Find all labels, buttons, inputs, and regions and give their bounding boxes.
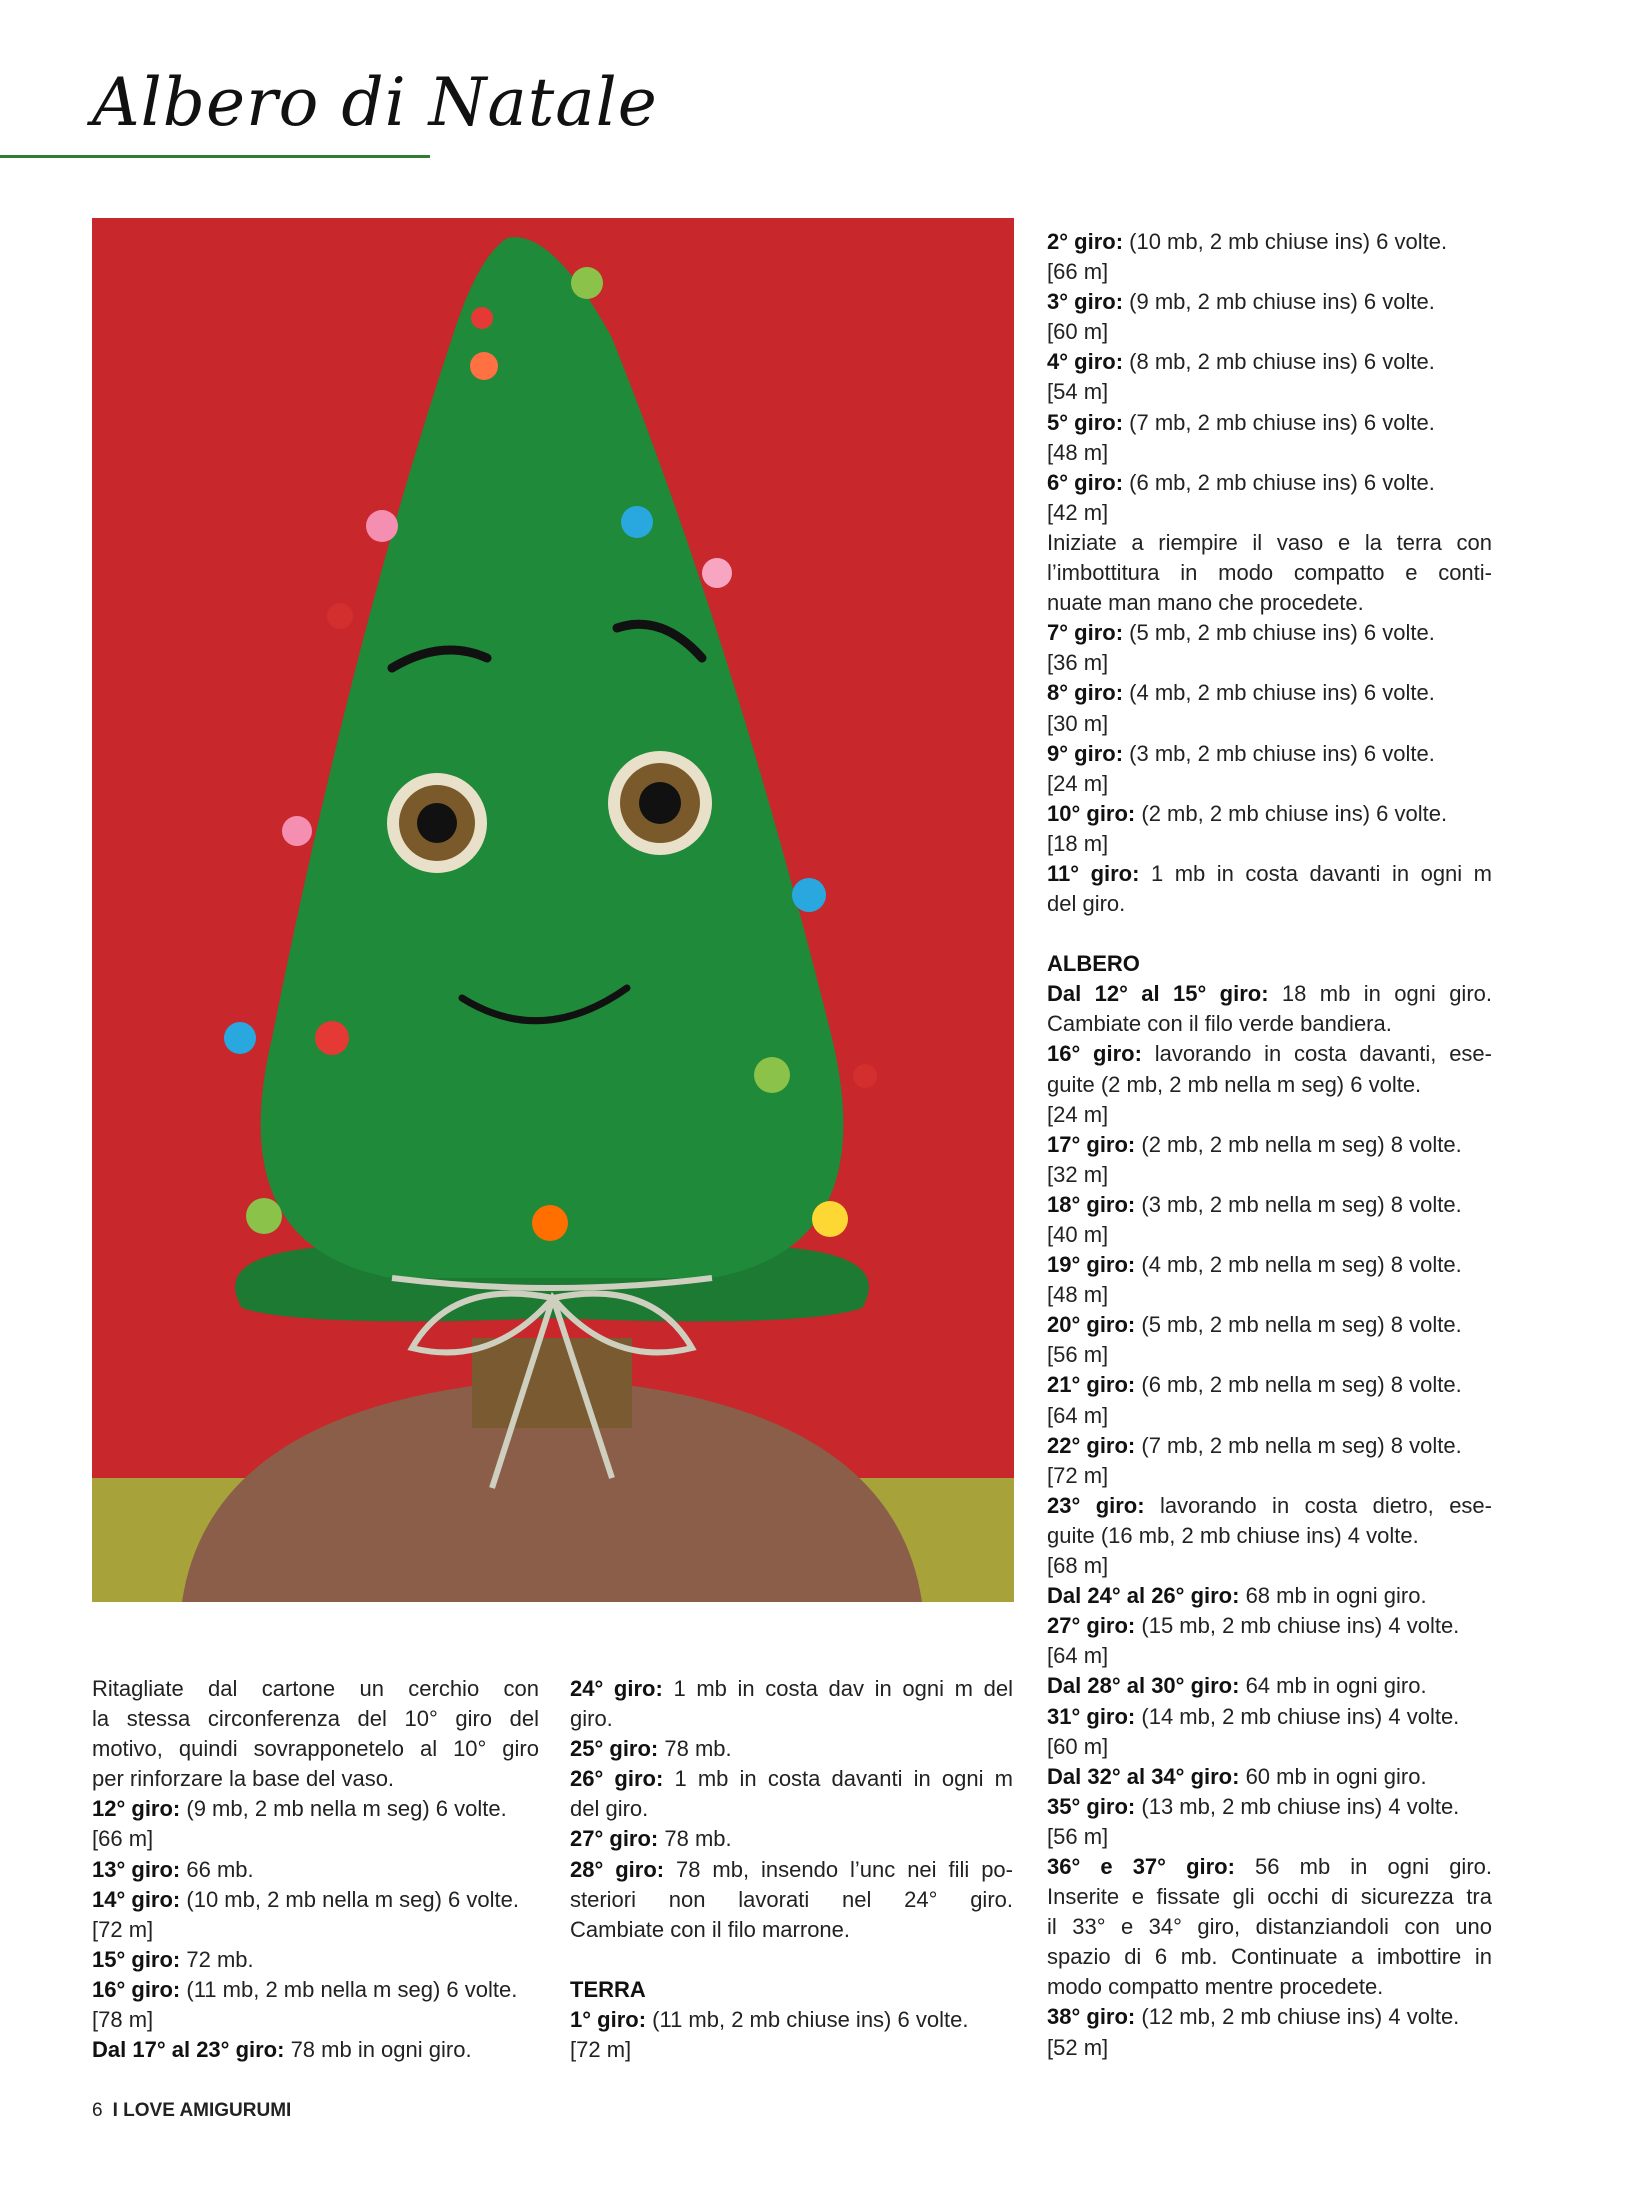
round-label: 4° giro:	[1047, 349, 1124, 375]
pattern-line	[1047, 1250, 1492, 1280]
round-label: 11° giro:	[1047, 860, 1140, 886]
pattern-line	[92, 2035, 539, 2065]
right-eye-pupil	[639, 782, 681, 824]
instruction-text: [32 m]	[1047, 1161, 1109, 1187]
round-label: 31° giro:	[1047, 1703, 1136, 1729]
instruction-text: la stessa circonferenza del 10° giro del	[92, 1706, 539, 1732]
instruction-text: guite (16 mb, 2 mb chiuse ins) 4 volte.	[1047, 1522, 1419, 1548]
instruction-text: (2 mb, 2 mb nella m seg) 8 volte.	[1135, 1131, 1462, 1157]
trunk	[472, 1338, 632, 1428]
pattern-line	[1047, 1852, 1492, 1882]
round-label: 1° giro:	[570, 2006, 647, 2032]
pattern-line	[1047, 468, 1492, 498]
pattern-line	[570, 1734, 1013, 1764]
instruction-text: 56 mb in ogni giro.	[1234, 1853, 1492, 1879]
round-label: 12° giro:	[92, 1796, 181, 1822]
pattern-line	[1047, 1100, 1492, 1130]
instruction-text: per rinforzare la base del vaso.	[92, 1766, 395, 1792]
round-label: 23° giro:	[1047, 1492, 1145, 1518]
round-label: 27° giro:	[1047, 1613, 1136, 1639]
round-label: 9° giro:	[1047, 740, 1124, 766]
instruction-text: [56 m]	[1047, 1342, 1109, 1368]
pattern-line	[1047, 1220, 1492, 1250]
pattern-line	[1047, 438, 1492, 468]
pattern-line	[1047, 588, 1492, 618]
pattern-line	[1047, 1431, 1492, 1461]
instruction-text: del giro.	[570, 1796, 649, 1822]
round-label: 26° giro:	[570, 1766, 664, 1792]
instruction-text: motivo, quindi sovrapponetelo al 10° giro	[92, 1736, 539, 1762]
instruction-text: modo compatto mentre procedete.	[1047, 1974, 1384, 2000]
section-heading: ALBERO	[1047, 951, 1140, 977]
instruction-text: 78 mb.	[658, 1826, 732, 1852]
bead	[853, 1064, 877, 1088]
pattern-line	[1047, 859, 1492, 889]
pattern-line	[1047, 317, 1492, 347]
pattern-line	[92, 1794, 539, 1824]
pattern-line	[1047, 1310, 1492, 1340]
instruction-text: 1 mb in costa davanti in ogni m	[663, 1766, 1013, 1792]
pattern-line	[570, 1885, 1013, 1915]
instruction-text: Ritagliate dal cartone un cerchio con	[92, 1676, 539, 1701]
pattern-line	[1047, 1942, 1492, 1972]
text-column-right	[1047, 227, 1492, 2063]
photo-amigurumi-tree	[92, 218, 1014, 1602]
round-label: 22° giro:	[1047, 1432, 1136, 1458]
instruction-text: [30 m]	[1047, 710, 1109, 736]
bead	[470, 352, 498, 380]
round-label: Dal 28° al 30° giro:	[1047, 1673, 1240, 1699]
instruction-text: [68 m]	[1047, 1553, 1109, 1579]
pattern-line	[1047, 1912, 1492, 1942]
bead	[812, 1201, 848, 1237]
pattern-line	[92, 1855, 539, 1885]
round-label: 18° giro:	[1047, 1191, 1136, 1217]
pattern-line	[1047, 287, 1492, 317]
pattern-line	[92, 2005, 539, 2035]
round-label: 15° giro:	[92, 1946, 181, 1972]
pattern-line	[570, 1704, 1013, 1734]
pattern-line	[570, 1824, 1013, 1854]
pattern-line	[1047, 1461, 1492, 1491]
instruction-text: (9 mb, 2 mb nella m seg) 6 volte.	[180, 1796, 507, 1822]
instruction-text: (3 mb, 2 mb chiuse ins) 6 volte.	[1123, 740, 1435, 766]
round-label: 16° giro:	[92, 1976, 181, 2002]
round-label: 25° giro:	[570, 1736, 659, 1762]
round-label: 35° giro:	[1047, 1793, 1136, 1819]
instruction-text: lavorando in costa davanti, ese-	[1141, 1041, 1492, 1067]
bead	[282, 816, 312, 846]
instruction-text: 60 mb in ogni giro.	[1239, 1763, 1427, 1789]
round-label: 3° giro:	[1047, 289, 1124, 315]
instruction-text: [42 m]	[1047, 499, 1109, 525]
pattern-line	[92, 1915, 539, 1945]
instruction-text: 66 mb.	[180, 1856, 254, 1882]
round-label: 20° giro:	[1047, 1312, 1136, 1338]
bead	[754, 1057, 790, 1093]
instruction-text: (6 mb, 2 mb chiuse ins) 6 volte.	[1123, 469, 1435, 495]
instruction-text: (11 mb, 2 mb chiuse ins) 6 volte.	[646, 2006, 969, 2032]
instruction-text: [36 m]	[1047, 650, 1109, 676]
round-label: 13° giro:	[92, 1856, 181, 1882]
instruction-text: (8 mb, 2 mb chiuse ins) 6 volte.	[1123, 349, 1435, 375]
pattern-line	[92, 1945, 539, 1975]
pattern-line	[1047, 1280, 1492, 1310]
instruction-text: nuate man mano che procedete.	[1047, 590, 1364, 616]
pattern-line	[1047, 1611, 1492, 1641]
instruction-text: (5 mb, 2 mb chiuse ins) 6 volte.	[1123, 620, 1435, 646]
instruction-text: Cambiate con il filo marrone.	[570, 1916, 851, 1942]
pattern-line	[1047, 799, 1492, 829]
round-label: 10° giro:	[1047, 800, 1136, 826]
instruction-text: del giro.	[1047, 891, 1126, 917]
pattern-line	[1047, 1671, 1492, 1701]
instruction-text: [40 m]	[1047, 1222, 1109, 1247]
pattern-line	[1047, 1009, 1492, 1039]
instruction-text: (4 mb, 2 mb chiuse ins) 6 volte.	[1123, 680, 1435, 706]
pattern-line	[570, 1764, 1013, 1794]
pattern-line	[1047, 889, 1492, 919]
bead	[571, 267, 603, 299]
pattern-line	[1047, 377, 1492, 407]
instruction-text: Cambiate con il filo verde bandiera.	[1047, 1011, 1392, 1037]
instruction-text: [60 m]	[1047, 1733, 1109, 1759]
instruction-text: (15 mb, 2 mb chiuse ins) 4 volte.	[1135, 1613, 1460, 1639]
pattern-line	[1047, 979, 1492, 1009]
pattern-line	[1047, 1581, 1492, 1611]
instruction-text: (13 mb, 2 mb chiuse ins) 4 volte.	[1135, 1793, 1460, 1819]
instruction-text: 78 mb.	[658, 1736, 732, 1762]
pattern-line	[570, 2035, 1013, 2065]
round-label: Dal 24° al 26° giro:	[1047, 1583, 1240, 1609]
pattern-line	[1047, 1972, 1492, 2002]
pattern-line	[1047, 1792, 1492, 1822]
bead	[246, 1198, 282, 1234]
pattern-line	[570, 2005, 1013, 2035]
round-label: 36° e 37° giro:	[1047, 1853, 1235, 1879]
pattern-line	[1047, 1070, 1492, 1100]
instruction-text: (14 mb, 2 mb chiuse ins) 4 volte.	[1135, 1703, 1460, 1729]
pattern-line	[92, 1674, 539, 1704]
instruction-text: (2 mb, 2 mb chiuse ins) 6 volte.	[1135, 800, 1448, 826]
bead	[366, 510, 398, 542]
tree-illustration	[92, 218, 1014, 1602]
instruction-text: [54 m]	[1047, 379, 1109, 405]
instruction-text: [48 m]	[1047, 439, 1109, 465]
round-label: 7° giro:	[1047, 620, 1124, 646]
pattern-line	[1047, 709, 1492, 739]
instruction-text: 1 mb in costa dav in ogni m del	[662, 1676, 1013, 1701]
pattern-line	[1047, 1702, 1492, 1732]
instruction-text: [24 m]	[1047, 1101, 1109, 1127]
pattern-line	[92, 1885, 539, 1915]
instruction-text: giro.	[570, 1706, 613, 1732]
round-label: 24° giro:	[570, 1676, 663, 1701]
pattern-line	[92, 1704, 539, 1734]
pattern-line	[1047, 528, 1492, 558]
pattern-line	[1047, 1340, 1492, 1370]
pattern-line	[1047, 347, 1492, 377]
instruction-text: [52 m]	[1047, 2034, 1109, 2060]
pattern-line	[1047, 1491, 1492, 1521]
instruction-text: spazio di 6 mb. Continuate a imbottire in	[1047, 1944, 1492, 1970]
instruction-text: 72 mb.	[180, 1946, 254, 1972]
instruction-text: 18 mb in ogni giro.	[1268, 981, 1492, 1007]
round-label: 5° giro:	[1047, 409, 1124, 435]
instruction-text: 78 mb, insendo l’unc nei fili po-	[664, 1856, 1013, 1882]
pattern-line	[1047, 1521, 1492, 1551]
round-label: 8° giro:	[1047, 680, 1124, 706]
pattern-line	[1047, 648, 1492, 678]
round-label: 14° giro:	[92, 1886, 181, 1912]
bead	[315, 1021, 349, 1055]
round-label: 28° giro:	[570, 1856, 665, 1882]
bead	[702, 558, 732, 588]
pattern-line	[1047, 2002, 1492, 2032]
instruction-text: (11 mb, 2 mb nella m seg) 6 volte.	[180, 1976, 518, 2002]
instruction-text: (10 mb, 2 mb chiuse ins) 6 volte.	[1123, 229, 1448, 254]
page-footer	[92, 2100, 291, 2122]
instruction-text: Iniziate a riempire il vaso e la terra con	[1047, 529, 1492, 555]
bead	[327, 603, 353, 629]
pattern-line	[570, 1855, 1013, 1885]
instruction-text: [72 m]	[1047, 1462, 1109, 1488]
round-label: 16° giro:	[1047, 1041, 1142, 1067]
instruction-text: (5 mb, 2 mb nella m seg) 8 volte.	[1135, 1312, 1462, 1338]
instruction-text: [66 m]	[1047, 259, 1109, 285]
instruction-text: [60 m]	[1047, 319, 1109, 345]
instruction-text: guite (2 mb, 2 mb nella m seg) 6 volte.	[1047, 1071, 1422, 1097]
pattern-line	[570, 1794, 1013, 1824]
instruction-text: Inserite e fissate gli occhi di sicurezza tra	[1047, 1884, 1492, 1910]
pattern-line	[1047, 227, 1492, 257]
pattern-line	[1047, 739, 1492, 769]
instruction-text: 78 mb in ogni giro.	[284, 2037, 472, 2063]
bead	[621, 506, 653, 538]
pattern-line	[1047, 678, 1492, 708]
round-label: Dal 17° al 23° giro:	[92, 2037, 285, 2063]
instruction-text: lavorando in costa dietro, ese-	[1144, 1492, 1492, 1518]
pattern-line	[1047, 1641, 1492, 1671]
section-heading: TERRA	[570, 1976, 646, 2002]
instruction-text: 64 mb in ogni giro.	[1239, 1673, 1427, 1699]
pattern-line	[1047, 1190, 1492, 1220]
pattern-line	[1047, 1160, 1492, 1190]
round-label: 19° giro:	[1047, 1252, 1136, 1278]
instruction-text: [66 m]	[92, 1826, 154, 1852]
pattern-line	[1047, 498, 1492, 528]
round-label: 21° giro:	[1047, 1372, 1136, 1398]
pattern-line	[1047, 558, 1492, 588]
pattern-line	[570, 1915, 1013, 1945]
instruction-text: [72 m]	[92, 1916, 154, 1942]
instruction-text: 1 mb in costa davanti in ogni m	[1139, 860, 1493, 886]
instruction-text: 68 mb in ogni giro.	[1239, 1583, 1427, 1609]
page-number: 6	[92, 2100, 103, 2121]
pattern-line	[1047, 1551, 1492, 1581]
instruction-text: [18 m]	[1047, 830, 1109, 856]
pattern-line	[1047, 1370, 1492, 1400]
pattern-line	[1047, 408, 1492, 438]
pattern-line	[92, 1764, 539, 1794]
bead	[471, 307, 493, 329]
instruction-text: il 33° e 34° giro, distanziandoli con uno	[1047, 1914, 1492, 1940]
pattern-line	[1047, 257, 1492, 287]
round-label: Dal 12° al 15° giro:	[1047, 981, 1269, 1007]
paragraph-gap	[1047, 919, 1492, 949]
instruction-text: (7 mb, 2 mb chiuse ins) 6 volte.	[1123, 409, 1435, 435]
instruction-text: steriori non lavorati nel 24° giro.	[570, 1886, 1013, 1912]
instruction-text: [64 m]	[1047, 1402, 1109, 1428]
instruction-text: (7 mb, 2 mb nella m seg) 8 volte.	[1135, 1432, 1462, 1458]
instruction-text: (6 mb, 2 mb nella m seg) 8 volte.	[1135, 1372, 1462, 1398]
pattern-line	[1047, 2033, 1492, 2063]
pattern-line	[1047, 1039, 1492, 1069]
text-column-left	[92, 1674, 539, 2065]
instruction-text: (12 mb, 2 mb chiuse ins) 4 volte.	[1135, 2004, 1460, 2030]
pattern-line	[1047, 1732, 1492, 1762]
title-underline	[0, 155, 430, 158]
left-eye-pupil	[417, 803, 457, 843]
bead	[532, 1205, 568, 1241]
round-label: 38° giro:	[1047, 2004, 1136, 2030]
pattern-line	[1047, 1882, 1492, 1912]
pattern-line	[92, 1734, 539, 1764]
round-label: Dal 32° al 34° giro:	[1047, 1763, 1240, 1789]
round-label: 17° giro:	[1047, 1131, 1136, 1157]
bead	[224, 1022, 256, 1054]
instruction-text: (10 mb, 2 mb nella m seg) 6 volte.	[180, 1886, 519, 1912]
pattern-line	[1047, 1130, 1492, 1160]
pattern-line	[1047, 1822, 1492, 1852]
pattern-line	[1047, 769, 1492, 799]
instruction-text: (9 mb, 2 mb chiuse ins) 6 volte.	[1123, 289, 1435, 315]
pattern-line	[1047, 618, 1492, 648]
instruction-text: [56 m]	[1047, 1823, 1109, 1849]
pattern-line	[92, 1824, 539, 1854]
instruction-text: (4 mb, 2 mb nella m seg) 8 volte.	[1135, 1252, 1462, 1278]
magazine-name: I LOVE AMIGURUMI	[112, 2100, 292, 2121]
bead	[792, 878, 826, 912]
pattern-line	[570, 1674, 1013, 1704]
pattern-line	[1047, 829, 1492, 859]
instruction-text: [48 m]	[1047, 1282, 1109, 1308]
round-label: 2° giro:	[1047, 229, 1124, 254]
instruction-text: [64 m]	[1047, 1643, 1109, 1669]
pattern-line	[1047, 1401, 1492, 1431]
round-label: 27° giro:	[570, 1826, 659, 1852]
page-title: Albero di Natale	[92, 64, 658, 141]
text-column-middle	[570, 1674, 1013, 2065]
pattern-line	[92, 1975, 539, 2005]
pattern-line	[1047, 1762, 1492, 1792]
round-label: 6° giro:	[1047, 469, 1124, 495]
instruction-text: [24 m]	[1047, 770, 1109, 796]
instruction-text: [78 m]	[92, 2007, 154, 2033]
instruction-text: l’imbottitura in modo compatto e conti-	[1047, 560, 1492, 586]
instruction-text: (3 mb, 2 mb nella m seg) 8 volte.	[1135, 1191, 1462, 1217]
instruction-text: [72 m]	[570, 2037, 632, 2063]
paragraph-gap	[570, 1945, 1013, 1975]
